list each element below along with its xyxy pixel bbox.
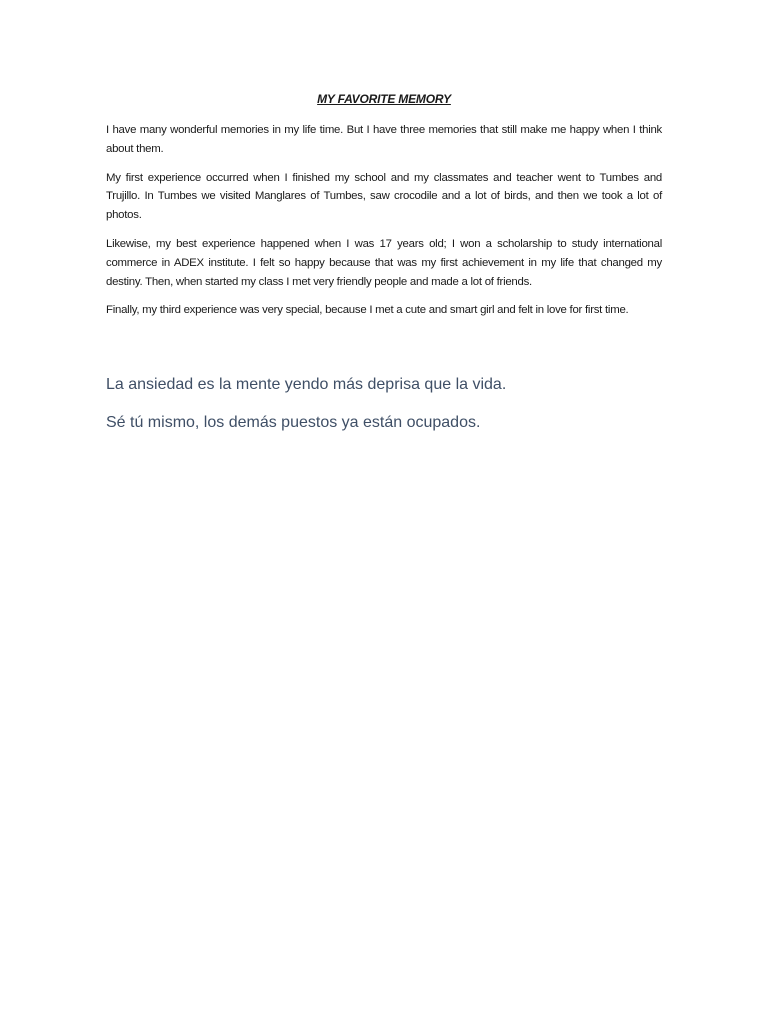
paragraph-intro: I have many wonderful memories in my life time. But I have three memories that still make me happy when I think about them. (106, 124, 662, 155)
paragraph-best-experience: Likewise, my best experience happened when I was 17 years old; I won a scholarship to study international commerce in ADEX institute. I felt so happy because that was my first achievement in my life that changed my destiny. Then, when started my class I met very friendly people and made a lot of friends. (106, 237, 662, 288)
quote-be-yourself: Sé tú mismo, los demás puestos ya están ocupados. (106, 414, 481, 431)
quotes-section (106, 374, 706, 450)
paragraph-first-experience: My first experience occurred when I finished my school and my classmates and teacher went to Tumbes and Trujillo. In Tumbes we visited Manglares of Tumbes, saw crocodile and a lot of birds, and then we took a lot of photos. (106, 171, 662, 222)
document-title: MY FAVORITE MEMORY (317, 92, 451, 106)
quote-anxiety: La ansiedad es la mente yendo más deprisa que la vida. (106, 376, 507, 393)
document-body (106, 121, 662, 330)
paragraph-third-experience: Finally, my third experience was very special, because I met a cute and smart girl and felt in love for first time. (106, 304, 629, 317)
